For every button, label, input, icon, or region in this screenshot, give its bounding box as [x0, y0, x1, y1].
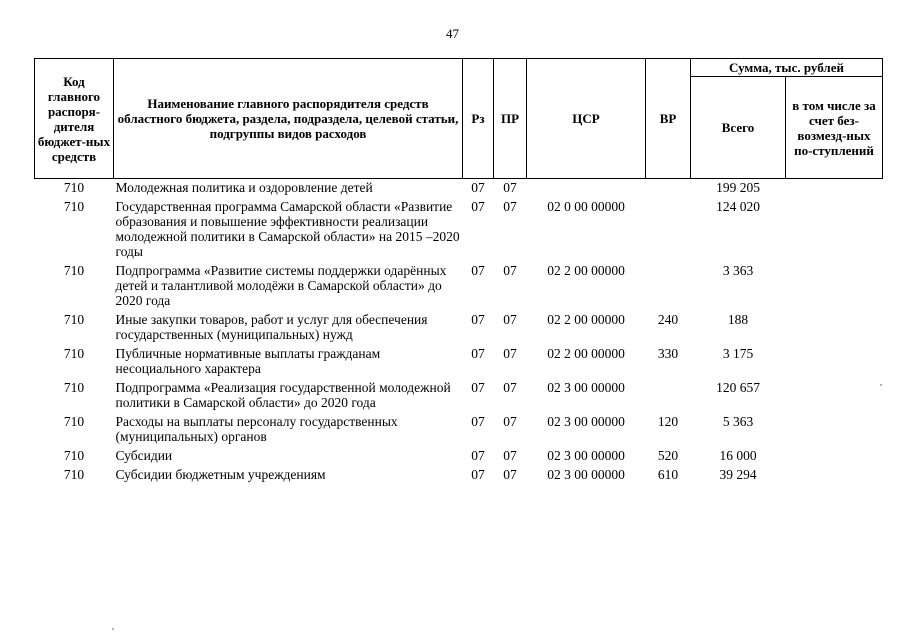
cell-code: 710 [63, 467, 85, 482]
table-row [35, 445, 883, 464]
cell-code: 710 [63, 380, 85, 395]
header-sum: Сумма, тыс. рублей [691, 59, 883, 77]
cell-code: 710 [63, 199, 85, 214]
table-row [35, 179, 883, 197]
cell-name: Государственная программа Самарской области «Развитие образования и повышение эффективности реализации молодежной политики в Самарской области» на 2015 –2020 годы [115, 199, 460, 259]
cell-pr: 07 [503, 380, 517, 395]
table-body [35, 179, 883, 484]
cell-csr: 02 3 00 00000 [547, 380, 625, 395]
cell-code: 710 [63, 448, 85, 463]
cell-total: 199 205 [716, 180, 760, 195]
cell-csr [527, 179, 646, 197]
cell-rz: 07 [471, 312, 485, 327]
cell-csr: 02 2 00 00000 [547, 312, 625, 327]
cell-csr: 02 2 00 00000 [547, 263, 625, 278]
cell-pr: 07 [503, 180, 517, 195]
cell-total: 3 175 [722, 346, 754, 361]
cell-code: 710 [63, 346, 85, 361]
cell-vr: 610 [657, 467, 679, 482]
header-name: Наименование главного распорядителя средств областного бюджета, раздела, подраздела, целевой статьи, подгруппы видов расходов [114, 59, 463, 179]
table-row [35, 377, 883, 411]
cell-csr: 02 3 00 00000 [547, 414, 625, 429]
cell-csr: 02 2 00 00000 [547, 346, 625, 361]
header-total: Всего [691, 77, 786, 179]
cell-vr [646, 196, 691, 260]
cell-vr [646, 260, 691, 309]
cell-grants [786, 377, 883, 411]
cell-total: 120 657 [716, 380, 760, 395]
cell-code: 710 [63, 414, 85, 429]
cell-total: 124 020 [716, 199, 760, 214]
cell-total: 16 000 [719, 448, 757, 463]
cell-vr: 520 [657, 448, 679, 463]
cell-rz: 07 [471, 199, 485, 214]
cell-pr: 07 [503, 263, 517, 278]
cell-rz: 07 [471, 380, 485, 395]
cell-rz: 07 [471, 263, 485, 278]
cell-grants [786, 309, 883, 343]
cell-pr: 07 [503, 199, 517, 214]
table-row [35, 309, 883, 343]
cell-csr: 02 3 00 00000 [547, 448, 625, 463]
header-rz: Рз [463, 59, 494, 179]
table-row [35, 260, 883, 309]
cell-grants [786, 445, 883, 464]
cell-total: 188 [727, 312, 749, 327]
cell-grants [786, 464, 883, 483]
cell-vr: 120 [657, 414, 679, 429]
cell-grants [786, 411, 883, 445]
cell-code: 710 [63, 180, 85, 195]
page-number: 47 [446, 26, 459, 41]
cell-total: 39 294 [719, 467, 757, 482]
header-pr: ПР [494, 59, 527, 179]
cell-name: Расходы на выплаты персоналу государственных (муниципальных) органов [115, 414, 398, 444]
cell-pr: 07 [503, 414, 517, 429]
cell-pr: 07 [503, 467, 517, 482]
cell-name: Подпрограмма «Развитие системы поддержки одарённых детей и талантливой молодёжи в Самарской области» до 2020 года [115, 263, 447, 308]
cell-pr: 07 [503, 448, 517, 463]
cell-name: Субсидии [115, 448, 173, 463]
cell-vr [646, 377, 691, 411]
cell-code: 710 [63, 263, 85, 278]
cell-name: Субсидии бюджетным учреждениям [115, 467, 326, 482]
table-row [35, 464, 883, 483]
header-csr: ЦСР [527, 59, 646, 179]
table-row [35, 343, 883, 377]
table-row [35, 411, 883, 445]
cell-total: 5 363 [722, 414, 754, 429]
cell-code: 710 [63, 312, 85, 327]
cell-name: Подпрограмма «Реализация государственной молодежной политики в Самарской области» до 2020 года [115, 380, 451, 410]
cell-grants [786, 260, 883, 309]
cell-name: Молодежная политика и оздоровление детей [115, 180, 373, 195]
cell-grants [786, 179, 883, 197]
scan-speck [880, 384, 882, 386]
cell-csr: 02 0 00 00000 [547, 199, 625, 214]
cell-vr: 330 [657, 346, 679, 361]
cell-pr: 07 [503, 312, 517, 327]
cell-rz: 07 [471, 346, 485, 361]
cell-rz: 07 [471, 414, 485, 429]
header-code: Код главного распоря-дителя бюджет-ных средств [35, 59, 114, 179]
header-grants: в том числе за счет без-возмезд-ных по-ступлений [786, 77, 883, 179]
table-row [35, 196, 883, 260]
cell-name: Иные закупки товаров, работ и услуг для обеспечения государственных (муниципальных) нужд [115, 312, 428, 342]
cell-grants [786, 343, 883, 377]
table-header [35, 59, 883, 179]
budget-table [34, 58, 883, 483]
cell-rz: 07 [471, 448, 485, 463]
cell-pr: 07 [503, 346, 517, 361]
cell-rz: 07 [471, 180, 485, 195]
cell-name: Публичные нормативные выплаты гражданам несоциального характера [115, 346, 381, 376]
header-vr: ВР [646, 59, 691, 179]
scan-speck [112, 628, 114, 630]
cell-grants [786, 196, 883, 260]
cell-vr: 240 [657, 312, 679, 327]
cell-rz: 07 [471, 467, 485, 482]
cell-total: 3 363 [722, 263, 754, 278]
cell-csr: 02 3 00 00000 [547, 467, 625, 482]
cell-vr [646, 179, 691, 197]
